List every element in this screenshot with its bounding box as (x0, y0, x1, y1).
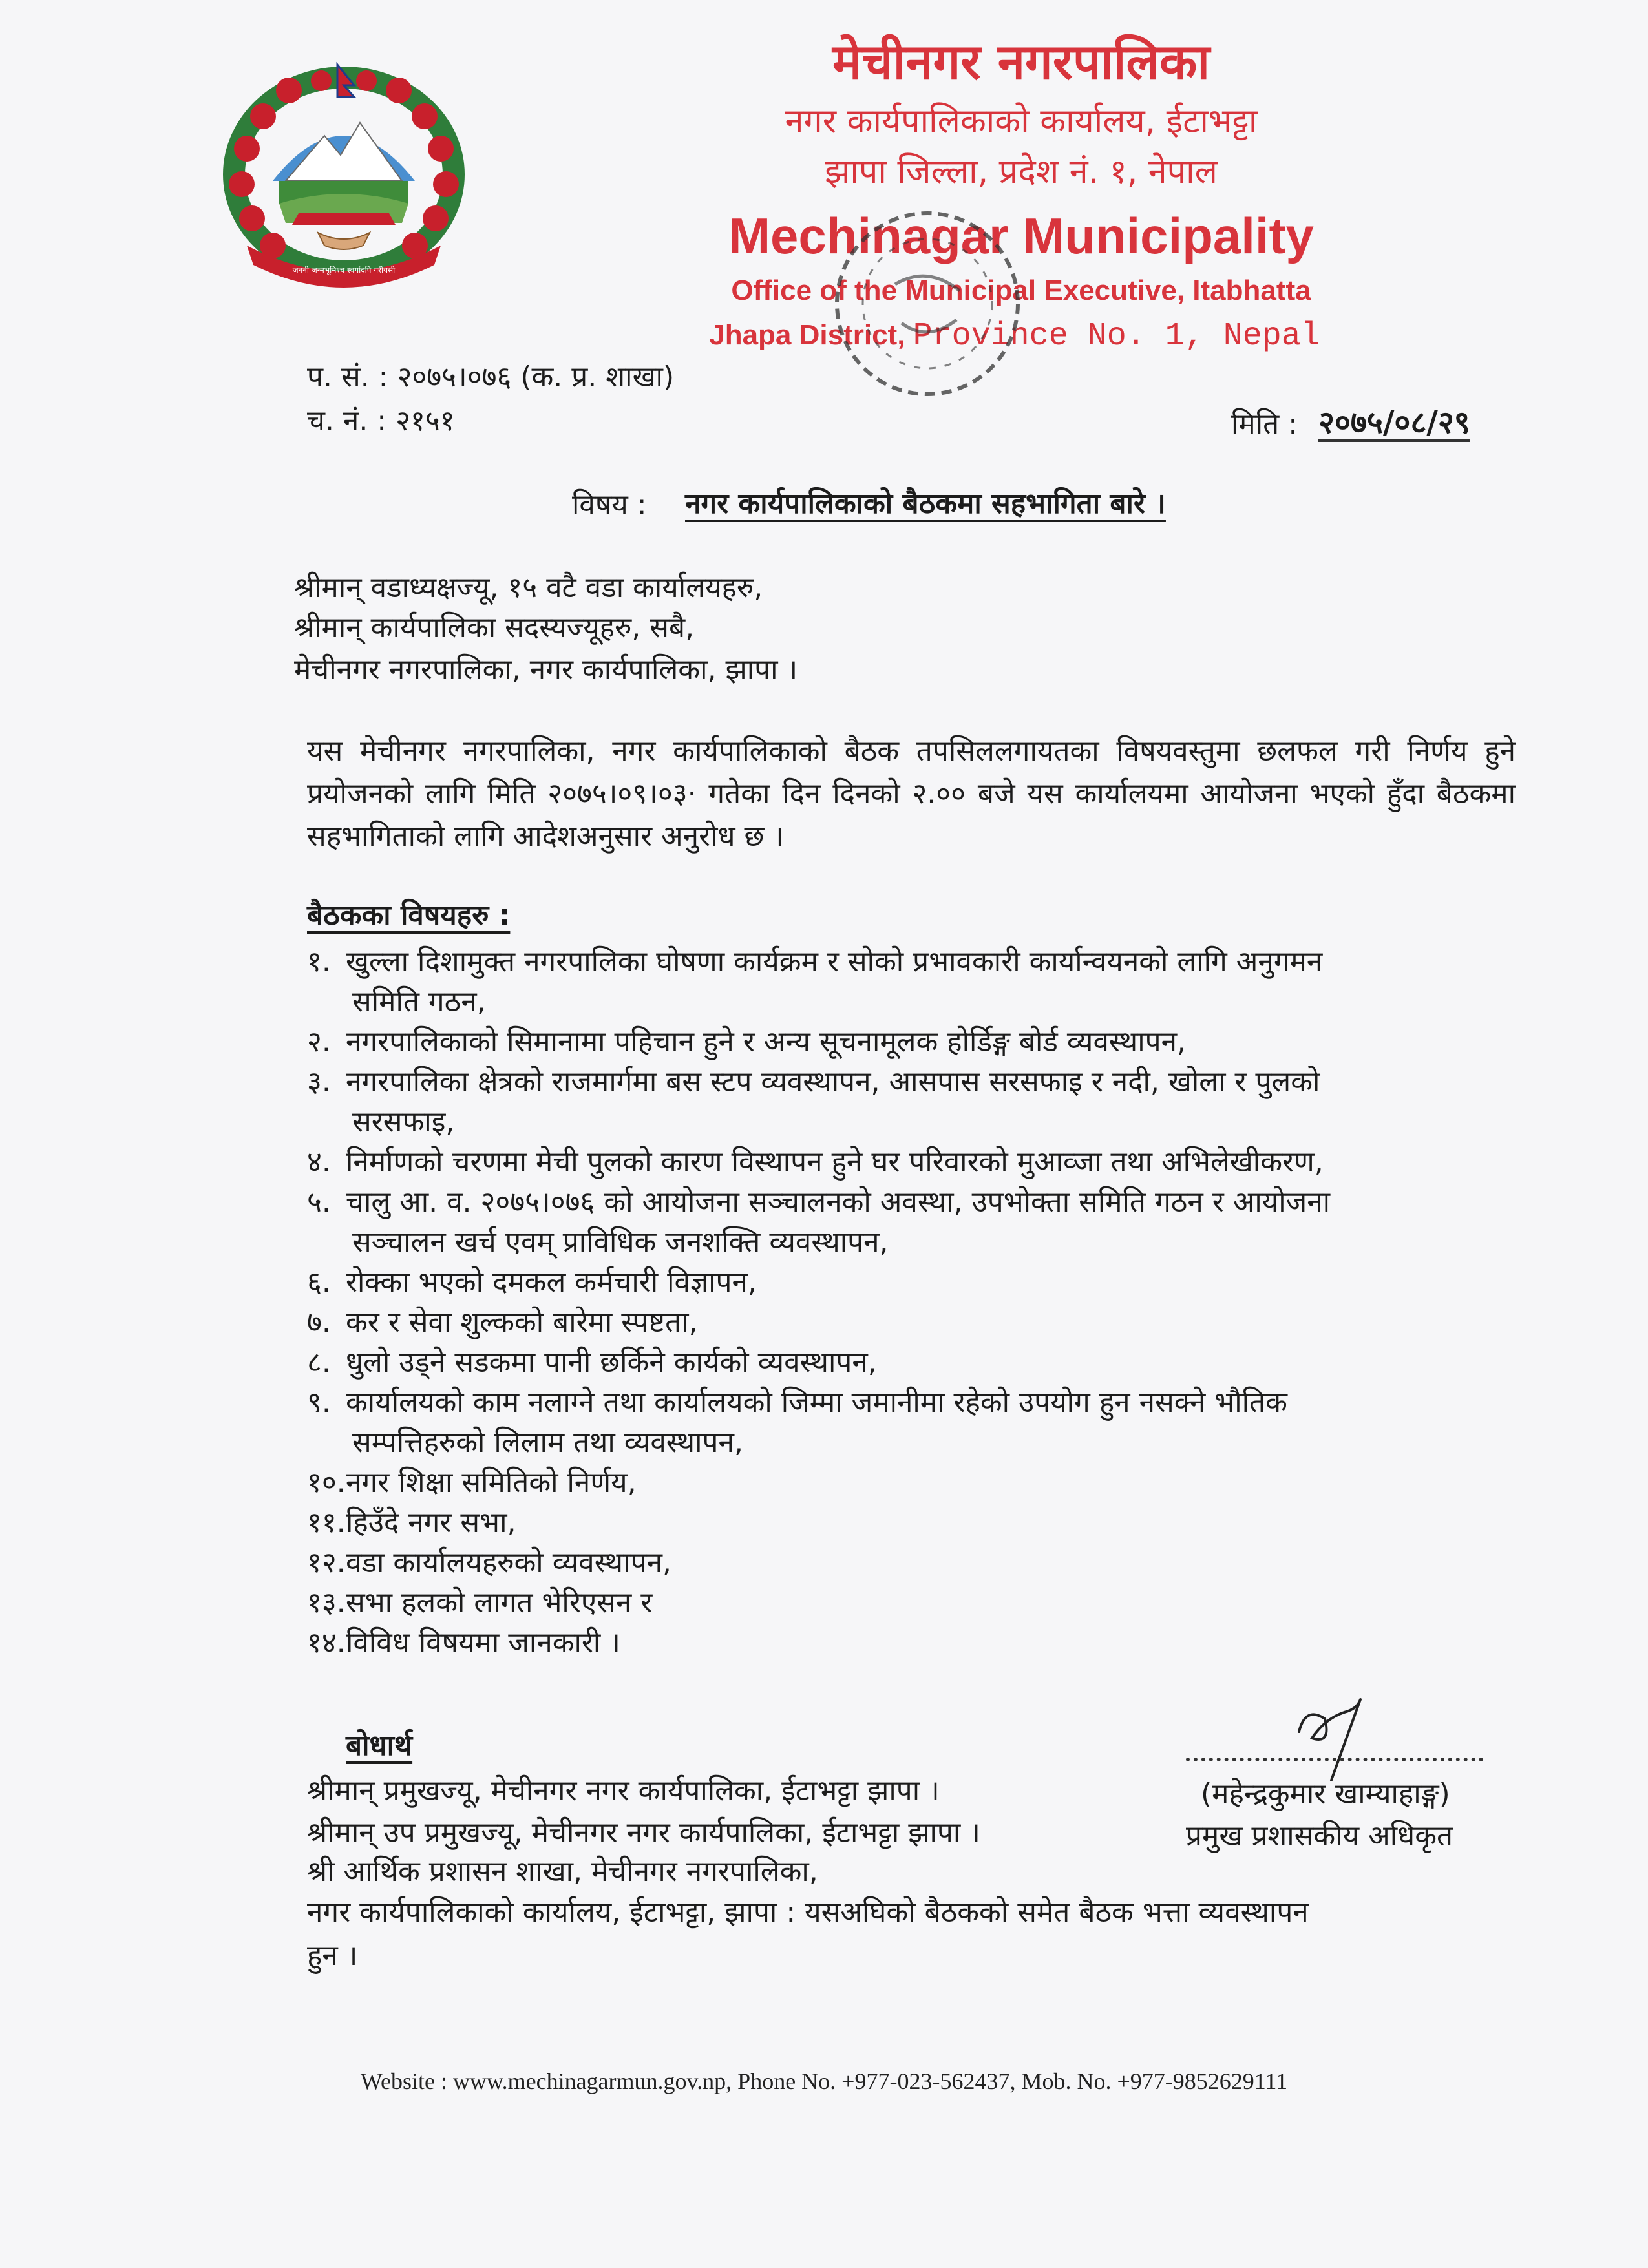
agenda-item (307, 1062, 1516, 1142)
letterhead-district-en-b: Province No. 1, Nepal (913, 318, 1320, 355)
agenda-item-continuation: सरसफाइ, (352, 1106, 455, 1139)
cc-line: हुन । (307, 1939, 358, 1972)
date-label: मिति : (1231, 408, 1298, 441)
signature-line (1186, 1758, 1483, 1761)
agenda-item-text: विविध विषयमा जानकारी । (346, 1626, 620, 1659)
agenda-item (307, 1142, 1516, 1182)
subject-label: विषय : (572, 488, 647, 521)
cc-line: श्रीमान् प्रमुखज्यू, मेचीनगर नगर कार्यपालिका, ईटाभट्टा झापा । (307, 1774, 940, 1807)
agenda-item (307, 1263, 1516, 1303)
agenda-item (307, 1182, 1516, 1263)
agenda-item-text: नगरपालिकाको सिमानामा पहिचान हुने र अन्य सूचनामूलक होर्डिङ्ग बोर्ड व्यवस्थापन, (346, 1025, 1187, 1058)
agenda-item-number: ३. (307, 1066, 331, 1098)
agenda-item-number: ८. (307, 1346, 331, 1379)
agenda-item (307, 1343, 1516, 1383)
reference-number: प. सं. : २०७५।०७६ (क. प्र. शाखा) (307, 361, 675, 394)
agenda-item-text: नगर शिक्षा समितिको निर्णय, (346, 1466, 637, 1499)
subject-text: नगर कार्यपालिकाको बैठकमा सहभागिता बारे । (685, 487, 1166, 520)
cc-line: श्री आर्थिक प्रशासन शाखा, मेचीनगर नगरपालिका, (307, 1855, 818, 1888)
cc-line: श्रीमान् उप प्रमुखज्यू, मेचीनगर नगर कार्यपालिका, ईटाभट्टा झापा । (307, 1816, 980, 1849)
agenda-item-number: ९. (307, 1386, 331, 1419)
agenda-item-number: ११. (307, 1506, 346, 1539)
agenda-item-text: निर्माणको चरणमा मेची पुलको कारण विस्थापन हुने घर परिवारको मुआव्जा तथा अभिलेखीकरण, (346, 1146, 1324, 1179)
agenda-item (307, 1543, 1516, 1583)
addressee-line: श्रीमान् वडाध्यक्षज्यू, १५ वटै वडा कार्यालयहरु, (294, 571, 763, 604)
signature-icon (1286, 1693, 1389, 1783)
agenda-item (307, 1583, 1516, 1623)
signatory-name: (महेन्द्रकुमार खाम्याहाङ्ग) (1201, 1778, 1450, 1811)
agenda-item-text: धुलो उड्ने सडकमा पानी छर्किने कार्यको व्यवस्थापन, (346, 1346, 877, 1379)
agenda-item-number: ७. (307, 1306, 331, 1339)
agenda-item-number: ६. (307, 1266, 331, 1299)
agenda-heading: बैठकका विषयहरु : (307, 899, 511, 932)
agenda-item-number: १. (307, 945, 331, 978)
addressee-line: मेचीनगर नगरपालिका, नगर कार्यपालिका, झापा । (294, 653, 798, 686)
letterhead-office-np: नगर कार्यपालिकाको कार्यालय, ईटाभट्टा (785, 102, 1258, 141)
agenda-item-text: खुल्ला दिशामुक्त नगरपालिका घोषणा कार्यक्रम र सोको प्रभावकारी कार्यान्वयनको लागि अनुगमन (346, 945, 1323, 978)
agenda-item-text: हिउँदे नगर सभा, (346, 1506, 516, 1539)
footer-contact: Website : www.mechinagarmun.gov.np, Phone No. +977-023-562437, Mob. No. +977-9852629111 (360, 2068, 1288, 2094)
agenda-item-number: ५. (307, 1186, 331, 1219)
agenda-item-number: ४. (307, 1146, 331, 1179)
dispatch-number: च. नं. : २१५१ (307, 404, 455, 437)
agenda-item-number: २. (307, 1025, 331, 1058)
agenda-list (307, 942, 1516, 1663)
agenda-item-continuation: समिति गठन, (352, 985, 486, 1018)
letterhead-district-en-a: Jhapa District, (709, 319, 913, 351)
agenda-item-text: वडा कार्यालयहरुको व्यवस्थापन, (346, 1546, 671, 1579)
signatory-title: प्रमुख प्रशासकीय अधिकृत (1186, 1820, 1453, 1853)
agenda-item (307, 1623, 1516, 1663)
agenda-item-text: कार्यालयको काम नलाग्ने तथा कार्यालयको जिम्मा जमानीमा रहेको उपयोग हुन नसक्ने भौतिक (346, 1386, 1287, 1419)
agenda-item (307, 1022, 1516, 1062)
agenda-item-text: रोक्का भएको दमकल कर्मचारी विज्ञापन, (346, 1266, 757, 1299)
agenda-item-text: नगरपालिका क्षेत्रको राजमार्गमा बस स्टप व्यवस्थापन, आसपास सरसफाइ र नदी, खोला र पुलको (346, 1066, 1320, 1098)
office-stamp-icon (818, 194, 1037, 426)
addressee-line: श्रीमान् कार्यपालिका सदस्यज्यूहरु, सबै, (294, 611, 695, 644)
svg-text:जननी जन्मभूमिश्च स्वर्गादपि गर: जननी जन्मभूमिश्च स्वर्गादपि गरीयसी (292, 266, 396, 275)
agenda-item-number: १०. (307, 1466, 346, 1499)
cc-heading: बोधार्थ (346, 1729, 413, 1762)
agenda-item-text: सभा हलको लागत भेरिएसन र (346, 1586, 653, 1619)
letterhead-office-en: Office of the Municipal Executive, Itabhatta (731, 275, 1311, 306)
body-paragraph: यस मेचीनगर नगरपालिका, नगर कार्यपालिकाको बैठक तपसिललगायतका विषयवस्तुमा छलफल गरी निर्णय हुने प्रयोजनको लागि मिति २०७५।०९।०३· गतेका दिन दिनको २.०० बजे यस कार्यालयमा आयोजना भएको हुँदा बैठकमा सहभागिताको लागि आदेशअनुसार अनुरोध छ । (307, 735, 1516, 853)
agenda-item (307, 1303, 1516, 1343)
nepal-emblem-icon (202, 52, 486, 297)
agenda-item (307, 942, 1516, 1022)
agenda-item (307, 1503, 1516, 1543)
agenda-item-text: कर र सेवा शुल्कको बारेमा स्पष्टता, (346, 1306, 698, 1339)
letterhead-district-np: झापा जिल्ला, प्रदेश नं. १, नेपाल (825, 152, 1218, 191)
cc-line: नगर कार्यपालिकाको कार्यालय, ईटाभट्टा, झापा : यसअघिको बैठकको समेत बैठक भत्ता व्यवस्थापन (307, 1896, 1309, 1929)
date-value: २०७५/०८/२९ (1318, 404, 1470, 441)
agenda-item-continuation: सञ्चालन खर्च एवम् प्राविधिक जनशक्ति व्यवस्थापन, (352, 1226, 889, 1259)
agenda-item-number: १३. (307, 1586, 346, 1619)
agenda-item-number: १२. (307, 1546, 346, 1579)
agenda-item-continuation: सम्पत्तिहरुको लिलाम तथा व्यवस्थापन, (352, 1426, 743, 1459)
agenda-item-text: चालु आ. व. २०७५।०७६ को आयोजना सञ्चालनको अवस्था, उपभोक्ता समिति गठन र आयोजना (346, 1186, 1331, 1219)
agenda-item (307, 1383, 1516, 1463)
letterhead-title-en: Mechinagar Municipality (728, 207, 1314, 264)
letterhead-title-np: मेचीनगर नगरपालिका (832, 33, 1210, 90)
agenda-item-number: १४. (307, 1626, 346, 1659)
agenda-item (307, 1463, 1516, 1503)
